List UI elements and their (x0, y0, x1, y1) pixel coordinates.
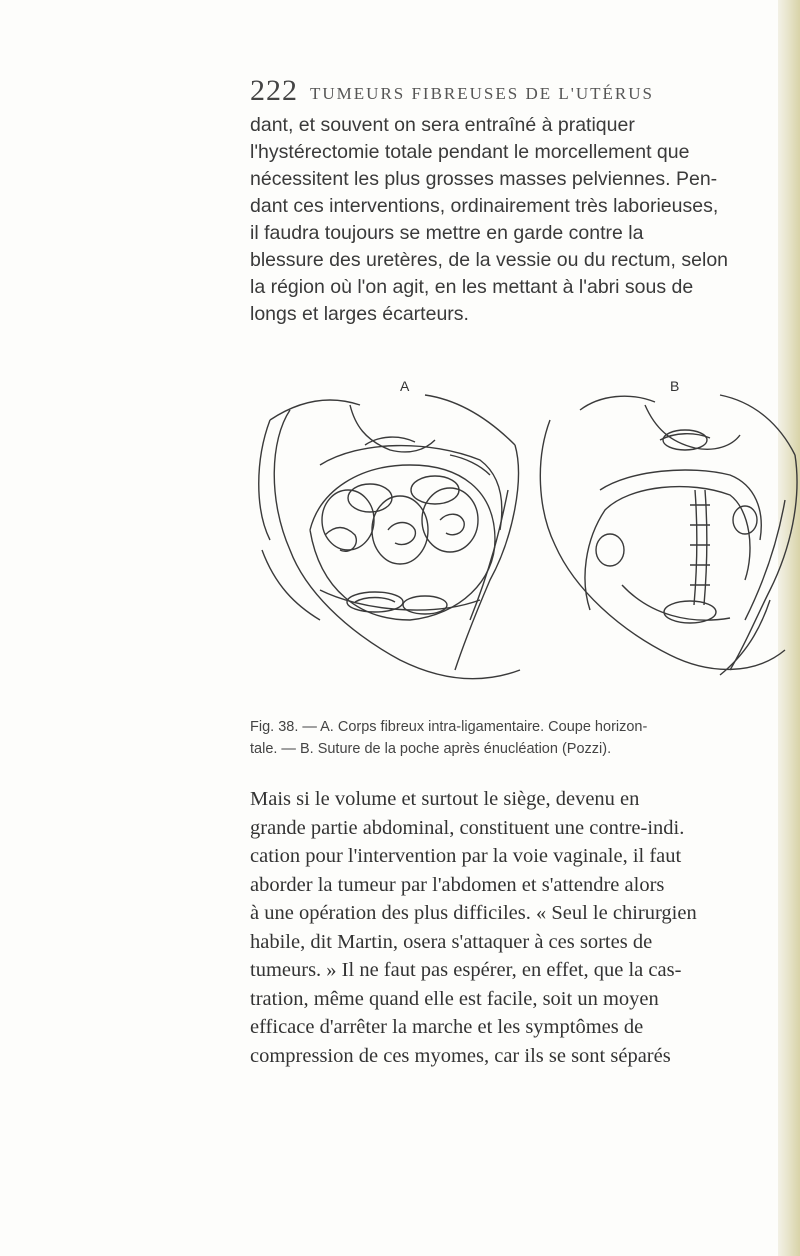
text-line: dant ces interventions, ordinairement très laborieuses, (250, 195, 719, 217)
illustration-b (540, 395, 797, 675)
text-line: dant, et souvent on sera entraîné à pratiquer (250, 114, 635, 136)
page-number: 222 (250, 74, 298, 107)
text-line: la région où l'on agit, en les mettant à l'abri sous de (250, 276, 694, 298)
caption-line: tale. — B. Suture de la poche après énucléation (Pozzi). (250, 741, 612, 757)
page-header (250, 74, 770, 106)
text-line: aborder la tumeur par l'abdomen et s'attendre alors (250, 873, 665, 896)
anatomical-illustration (250, 380, 800, 700)
text-line: efficace d'arrêter la marche et les symptômes de (250, 1016, 644, 1038)
illustration-a (259, 395, 520, 679)
text-line: cation pour l'intervention par la voie vaginale, il faut (250, 845, 682, 867)
paragraph-bottom (250, 785, 740, 1070)
paragraph-top (250, 112, 740, 328)
figure-38 (250, 380, 800, 700)
text-line: compression de ces myomes, car ils se sont séparés (250, 1044, 671, 1067)
running-title: TUMEURS FIBREUSES DE L'UTÉRUS (310, 84, 654, 103)
text-line: longs et larges écarteurs. (250, 303, 469, 325)
text-line: l'hystérectomie totale pendant le morcellement que (250, 141, 690, 163)
figure-label-a: A (400, 378, 410, 394)
text-line: il faudra toujours se mettre en garde contre la (250, 222, 644, 244)
text-line: Mais si le volume et surtout le siège, devenu en (250, 788, 640, 810)
text-line: habile, dit Martin, osera s'attaquer à ces sortes de (250, 930, 653, 953)
text-line: nécessitent les plus grosses masses pelviennes. Pen- (250, 168, 718, 190)
text-line: à une opération des plus difficiles. « Seul le chirurgien (250, 902, 697, 924)
figure-label-b: B (670, 378, 680, 394)
caption-line: Fig. 38. — A. Corps fibreux intra-ligamentaire. Coupe horizon- (250, 719, 648, 735)
figure-caption (250, 716, 770, 760)
text-line: tumeurs. » Il ne faut pas espérer, en effet, que la cas- (250, 959, 682, 981)
text-line: tration, même quand elle est facile, soit un moyen (250, 987, 659, 1010)
text-line: blessure des uretères, de la vessie ou du rectum, selon (250, 249, 729, 271)
text-line: grande partie abdominal, constituent une contre-indi. (250, 816, 685, 839)
